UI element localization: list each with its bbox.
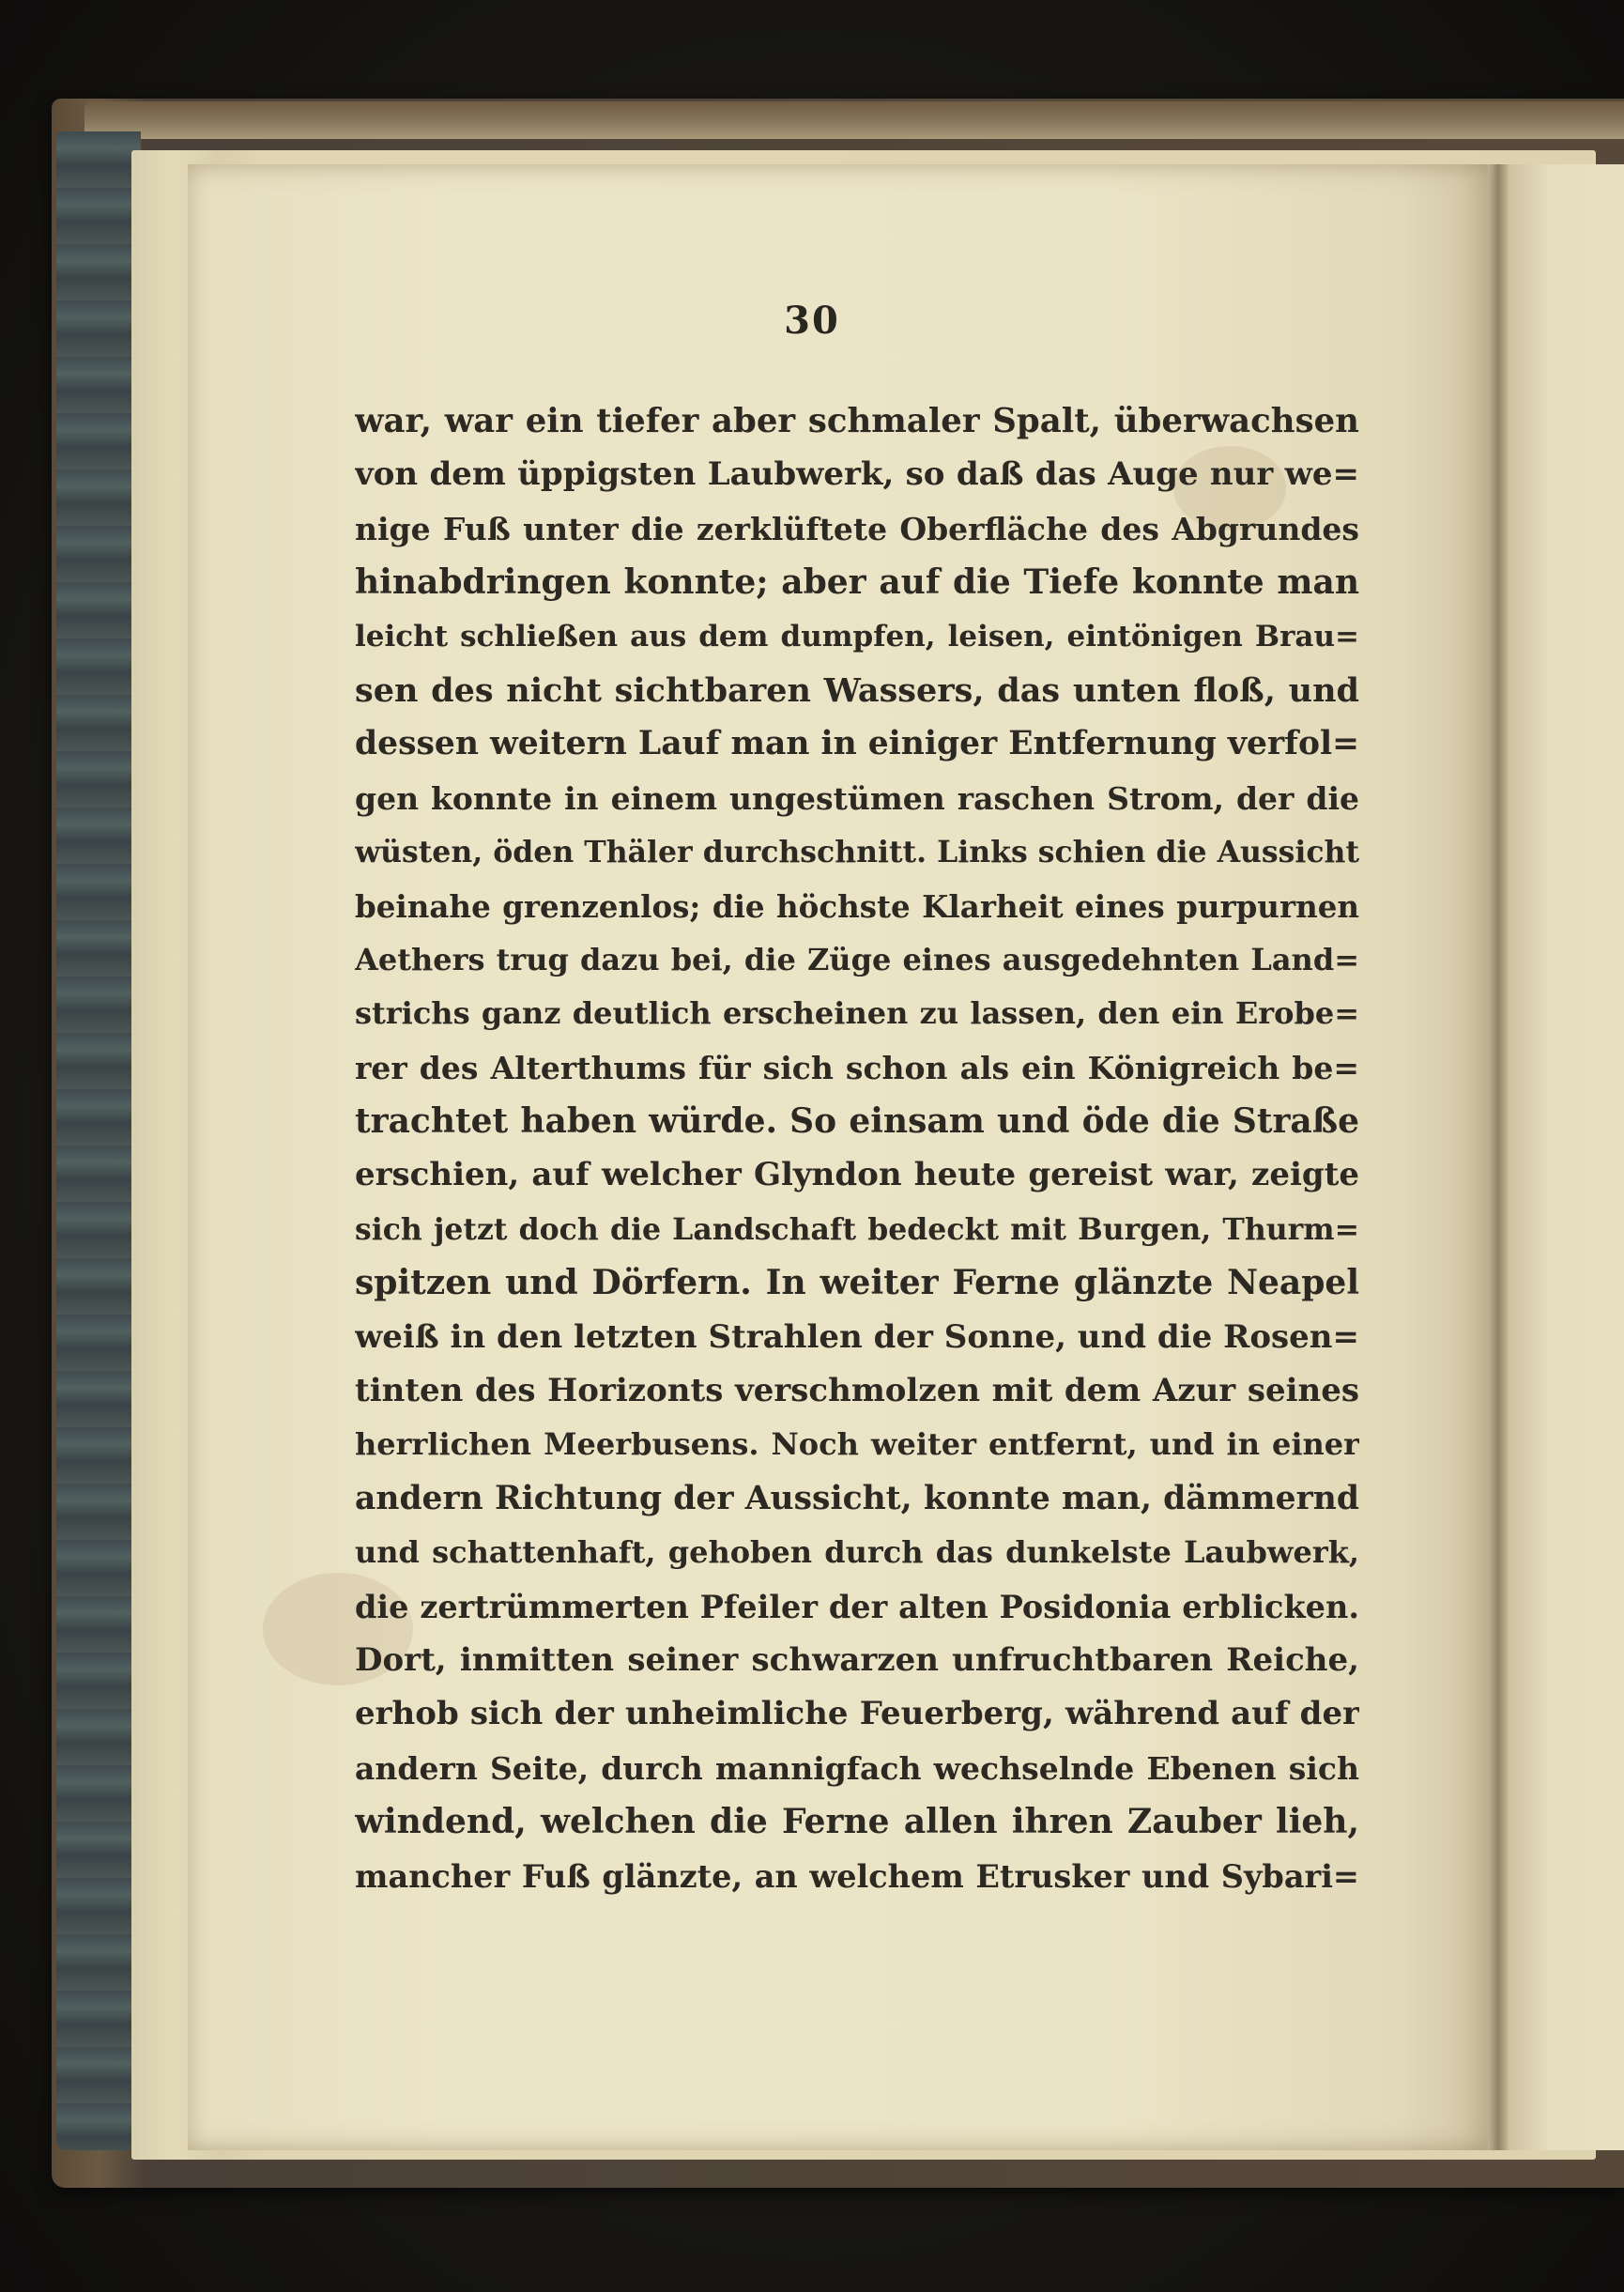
text-line: nige Fuß unter die zerklüftete Oberfläche des Abgrundes bbox=[355, 510, 1359, 547]
text-line: war, war ein tiefer aber schmaler Spalt, überwachsen bbox=[355, 402, 1359, 440]
text-line: andern Richtung der Aussicht, konnte man, dämmernd bbox=[355, 1479, 1359, 1517]
text-line: erschien, auf welcher Glyndon heute gereist war, zeigte bbox=[355, 1156, 1359, 1194]
text-line: wüsten, öden Thäler durchschnitt. Links schien die Aussicht bbox=[355, 835, 1359, 870]
text-line: weiß in den letzten Strahlen der Sonne, und die Rosen= bbox=[355, 1317, 1359, 1356]
text-line: rer des Alterthums für sich schon als ein Königreich be= bbox=[355, 1049, 1359, 1086]
text-line: von dem üppigsten Laubwerk, so daß das Auge nur we= bbox=[355, 455, 1359, 494]
text-line: sen des nicht sichtbaren Wassers, das unten floß, und bbox=[355, 670, 1359, 710]
text-line: mancher Fuß glänzte, an welchem Etrusker und Sybari= bbox=[355, 1857, 1359, 1895]
text-line: hinabdringen konnte; aber auf die Tiefe konnte man bbox=[355, 562, 1359, 603]
text-line: gen konnte in einem ungestümen raschen Strom, der die bbox=[355, 779, 1359, 817]
text-line: beinahe grenzenlos; die höchste Klarheit eines purpurnen bbox=[355, 887, 1359, 925]
text-line: die zertrümmerten Pfeiler der alten Posidonia erblicken. bbox=[355, 1588, 1359, 1625]
page-number: 30 bbox=[784, 299, 840, 343]
facing-page-edge bbox=[1509, 164, 1624, 2150]
text-line: leicht schließen aus dem dumpfen, leisen, eintönigen Brau= bbox=[355, 619, 1359, 654]
text-line: sich jetzt doch die Landschaft bedeckt mit Burgen, Thurm= bbox=[355, 1211, 1359, 1247]
body-text bbox=[355, 394, 1359, 1903]
text-line: andern Seite, durch mannigfach wechselnde Ebenen sich bbox=[355, 1749, 1359, 1787]
text-line: dessen weitern Lauf man in einiger Entfernung verfol= bbox=[355, 725, 1359, 763]
page-gutter bbox=[1488, 164, 1509, 2150]
cover-top-edge bbox=[84, 101, 1624, 139]
text-line: spitzen und Dörfern. In weiter Ferne glänzte Neapel bbox=[355, 1263, 1359, 1303]
text-line: strichs ganz deutlich erscheinen zu lassen, den ein Erobe= bbox=[355, 995, 1359, 1032]
text-line: Aethers trug dazu bei, die Züge eines ausgedehnten Land= bbox=[355, 941, 1359, 977]
text-line: erhob sich der unheimliche Feuerberg, während auf der bbox=[355, 1695, 1359, 1733]
text-line: herrlichen Meerbusens. Noch weiter entfernt, und in einer bbox=[355, 1426, 1359, 1463]
text-line: tinten des Horizonts verschmolzen mit dem Azur seines bbox=[355, 1372, 1359, 1410]
text-line: und schattenhaft, gehoben durch das dunkelste Laubwerk, bbox=[355, 1534, 1359, 1571]
text-line: Dort, inmitten seiner schwarzen unfruchtbaren Reiche, bbox=[355, 1640, 1359, 1679]
text-line: windend, welchen die Ferne allen ihren Zauber lieh, bbox=[355, 1802, 1359, 1842]
text-line: trachtet haben würde. So einsam und öde die Straße bbox=[355, 1101, 1359, 1142]
book-spine bbox=[56, 131, 141, 2150]
